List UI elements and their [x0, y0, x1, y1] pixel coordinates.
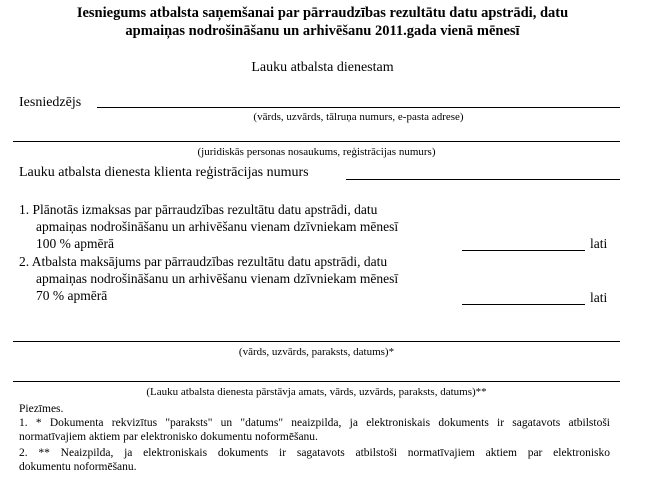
item-1-amount-field[interactable] [462, 250, 585, 251]
note-2-line-1: 2. ** Neaizpilda, ja elektroniskais dokuments ir sagatavots atbilstoši normatīvajiem aktiem par elektronisko [19, 447, 610, 459]
client-reg-field[interactable] [346, 179, 620, 180]
item-2-line-2: apmaiņas nodrošināšanu un arhivēšanu vienam dzīvniekam mēnesī [36, 271, 399, 286]
recipient: Lauku atbalsta dienestam [251, 60, 394, 75]
item-1-line-2: apmaiņas nodrošināšanu un arhivēšanu vienam dzīvniekam mēnesī [36, 219, 399, 234]
signature-field[interactable] [13, 341, 620, 342]
note-1-line-1: 1. * Dokumenta rekvizītus "paraksts" un "datums" neaizpilda, ja elektroniskais dokuments ir sagatavots atbilstoši [19, 417, 610, 429]
note-1-line-2: normatīvajiem aktiem par elektronisko dokumentu noformēšanu. [19, 431, 318, 443]
document-title-line-2: apmaiņas nodrošināšanu un arhivēšanu 2011.gada vienā mēnesī [125, 23, 520, 39]
item-1-line-1: 1. Plānotās izmaksas par pārraudzības rezultātu datu apstrādi, datu [19, 202, 378, 217]
item-2-amount-field[interactable] [462, 304, 585, 305]
submitter-entity-field[interactable] [13, 141, 620, 142]
lad-representative-caption: (Lauku atbalsta dienesta pārstāvja amats, vārds, uzvārds, paraksts, datums)** [146, 386, 487, 398]
submitter-name-caption: (vārds, uzvārds, tālruņa numurs, e-pasta adrese) [253, 111, 464, 123]
document-title-line-1: Iesniegums atbalsta saņemšanai par pārraudzības rezultātu datu apstrādi, datu [76, 5, 569, 21]
submitter-name-field[interactable] [97, 107, 620, 108]
item-2-currency: lati [590, 290, 608, 305]
submitter-label: Iesniedzējs [19, 95, 82, 110]
client-reg-label: Lauku atbalsta dienesta klienta reģistrācijas numurs [19, 165, 309, 180]
lad-representative-field[interactable] [13, 381, 620, 382]
item-2-line-1: 2. Atbalsta maksājums par pārraudzības rezultātu datu apstrādi, datu [19, 254, 388, 269]
item-1-line-3: 100 % apmērā [36, 236, 114, 251]
signature-caption: (vārds, uzvārds, paraksts, datums)* [238, 346, 395, 358]
submitter-entity-caption: (juridiskās personas nosaukums, reģistrācijas numurs) [197, 146, 436, 158]
note-2-line-2: dokumentu noformēšanu. [19, 461, 137, 473]
item-2-line-3: 70 % apmērā [36, 288, 108, 303]
item-1-currency: lati [590, 236, 608, 251]
notes-heading: Piezīmes. [19, 403, 64, 415]
